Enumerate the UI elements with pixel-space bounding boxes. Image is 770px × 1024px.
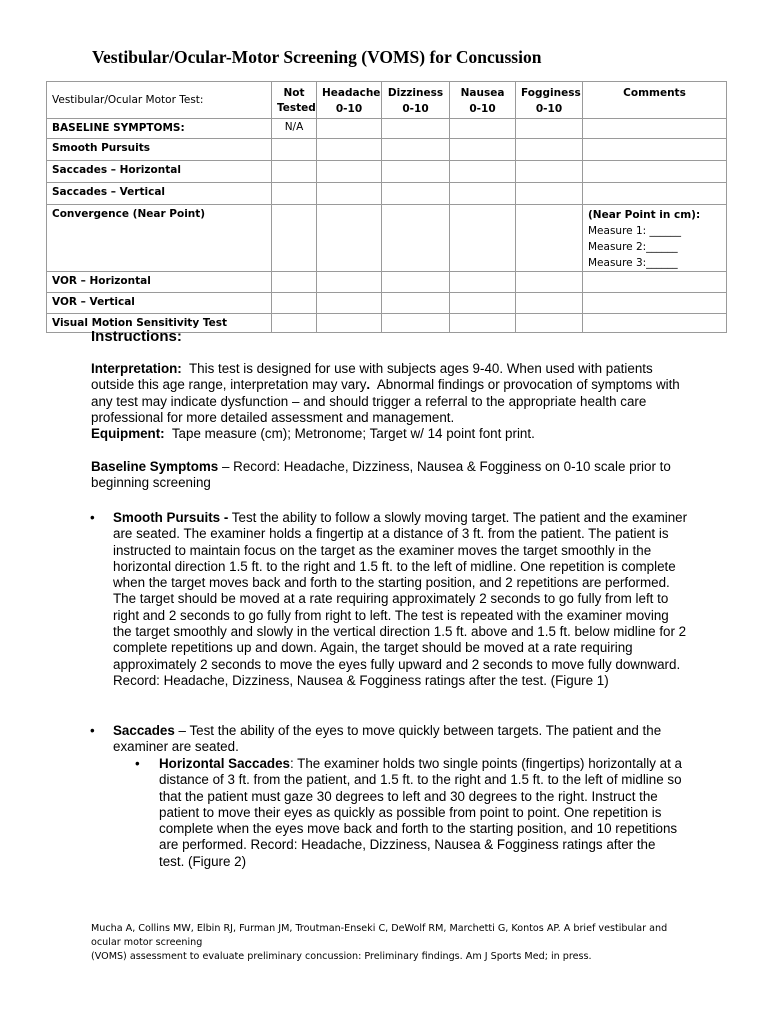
smooth-pursuits-label: Smooth Pursuits - [113,510,229,525]
cell-dizziness[interactable] [382,272,450,293]
citation-line-2: ocular motor screening [91,937,203,948]
cell-not-tested[interactable] [272,314,317,333]
page-title: Vestibular/Ocular-Motor Screening (VOMS) for Concussion [92,47,542,67]
row-label-visual-motion: Visual Motion Sensitivity Test [47,314,272,333]
header-fogginess-label: Fogginess [521,87,581,99]
interpretation-label: Interpretation: [91,361,182,376]
table-row [47,272,727,293]
near-point-cell[interactable] [583,205,727,272]
table-row [47,183,727,205]
cell-baseline-fogginess[interactable] [516,119,583,139]
cell-nausea[interactable] [450,314,516,333]
header-dizziness-label: Dizziness [387,87,444,99]
table-row [47,293,727,314]
row-label-saccades-vertical: Saccades – Vertical [47,183,272,205]
header-nausea-label: Nausea [460,87,505,99]
row-label-vor-vertical: VOR – Vertical [47,293,272,314]
row-label-smooth-pursuits: Smooth Pursuits [47,139,272,161]
cell-headache[interactable] [317,314,382,333]
header-dizziness [382,82,450,119]
cell-baseline-not-tested: N/A [272,119,317,139]
near-point-measure-3: Measure 3:______ [588,257,678,269]
header-headache-label: Headache [322,87,381,99]
cell-not-tested[interactable] [272,161,317,183]
cell-nausea[interactable] [450,183,516,205]
interpretation-dot: . [366,377,371,393]
cell-nausea[interactable] [450,293,516,314]
cell-dizziness[interactable] [382,205,450,272]
header-not-tested [272,82,317,119]
cell-fogginess[interactable] [516,205,583,272]
cell-fogginess[interactable] [516,293,583,314]
cell-dizziness[interactable] [382,293,450,314]
equipment-label: Equipment: [91,426,165,442]
cell-fogginess[interactable] [516,161,583,183]
cell-not-tested[interactable] [272,139,317,161]
cell-not-tested[interactable] [272,272,317,293]
header-fogginess [516,82,583,119]
near-point-heading: (Near Point in cm): [588,209,701,221]
saccades-text: – Test the ability of the eyes to move quickly between targets. The patient and the examiner are seated. [113,723,662,755]
smooth-pursuits-paragraph [113,510,688,689]
baseline-label: Baseline Symptoms [91,459,219,474]
header-not-tested-line1: Not [283,87,305,99]
interpretation-text-a: This test is designed for use with subjects ages 9-40. When used with patients outside this age range, interpretation may vary [91,361,653,393]
row-label-convergence: Convergence (Near Point) [47,205,272,272]
header-not-tested-line2: Tested [277,102,316,114]
horizontal-saccades-label: Horizontal Saccades [159,756,290,771]
citation-footer [91,922,691,964]
cell-dizziness[interactable] [382,183,450,205]
header-headache-scale: 0-10 [335,103,363,115]
equipment-text: Tape measure (cm); Metronome; Target w/ 14 point font print. [171,426,535,442]
cell-comments[interactable] [583,183,727,205]
table-row [47,139,727,161]
header-fogginess-scale: 0-10 [535,103,563,115]
cell-headache[interactable] [317,139,382,161]
citation-line-1: Mucha A, Collins MW, Elbin RJ, Furman JM, Troutman-Enseki C, DeWolf RM, Marchetti G, Kontos AP. A brief vestibular and [91,923,668,934]
cell-baseline-comments[interactable] [583,119,727,139]
horizontal-saccades-paragraph [159,756,684,870]
near-point-measure-2: Measure 2:______ [588,241,678,253]
cell-headache[interactable] [317,183,382,205]
table-row [47,205,727,272]
bullet-icon: • [90,723,95,738]
header-dizziness-scale: 0-10 [402,103,429,115]
citation-line-3: (VOMS) assessment to evaluate preliminary concussion: Preliminary findings. Am J Sports Med; in press. [91,951,592,962]
cell-comments[interactable] [583,139,727,161]
header-test: Vestibular/Ocular Motor Test: [47,82,272,119]
cell-fogginess[interactable] [516,183,583,205]
cell-baseline-headache[interactable] [317,119,382,139]
bullet-icon: • [90,510,95,525]
cell-dizziness[interactable] [382,139,450,161]
interpretation-text-b: Abnormal findings or provocation of symptoms with any test may indicate dysfunction – and should trigger a referral to the appropriate health care professional for more detailed assessment and management. [91,377,680,425]
baseline-text: – Record: Headache, Dizziness, Nausea & Fogginess on 0-10 scale prior to beginning screening [91,459,671,491]
cell-comments[interactable] [583,161,727,183]
row-label-saccades-horizontal: Saccades – Horizontal [47,161,272,183]
cell-fogginess[interactable] [516,139,583,161]
cell-not-tested[interactable] [272,205,317,272]
header-nausea [450,82,516,119]
cell-not-tested[interactable] [272,293,317,314]
cell-headache[interactable] [317,161,382,183]
interpretation-paragraph [91,361,691,442]
cell-nausea[interactable] [450,161,516,183]
saccades-paragraph [113,723,688,756]
row-label-vor-horizontal: VOR – Horizontal [47,272,272,293]
cell-dizziness[interactable] [382,161,450,183]
table-header-row [47,82,727,119]
cell-dizziness[interactable] [382,314,450,333]
cell-headache[interactable] [317,272,382,293]
baseline-paragraph [91,459,691,492]
horizontal-saccades-text: : The examiner holds two single points (fingertips) horizontally at a distance of 3 ft. from the patient, and 1.5 ft. to the right and 1.5 ft. to the left of midline so that the patient must gaze 30 degrees to left and 30 degrees to the right. Instruct the patient to move their eyes as quickly as possible from point to point. One repetition is complete when the eyes move back and forth to the starting position, and 10 repetitions are performed. Record: Headache, Dizziness, Nausea & Fogginess ratings after the test. (Figure 2) [159,756,682,869]
saccades-label: Saccades [113,723,175,738]
bullet-icon: • [135,756,140,771]
cell-baseline-nausea[interactable] [450,119,516,139]
cell-fogginess[interactable] [516,272,583,293]
cell-baseline-dizziness[interactable] [382,119,450,139]
cell-comments[interactable] [583,293,727,314]
table-row [47,161,727,183]
cell-comments[interactable] [583,314,727,333]
cell-nausea[interactable] [450,272,516,293]
instructions-heading: Instructions: [91,328,182,345]
header-comments: Comments [583,82,727,119]
voms-table [46,81,727,333]
smooth-pursuits-text: Test the ability to follow a slowly moving target. The patient and the examiner are seated. The examiner holds a fingertip at a distance of 3 ft. from the patient. The patient is instructed to maintain focus on the target as the examiner moves the target smoothly in the horizontal direction 1.5 ft. to the right and 1.5 ft. to the left of midline. One repetition is complete when the target moves back and forth to the starting position, and 2 repetitions are performed. The target should be moved at a rate requiring approximately 2 seconds to go fully from left to right and 2 seconds to go fully from right to left. The test is repeated with the examiner moving the target smoothly and slowly in the vertical direction 1.5 ft. above and 1.5 ft. below midline for 2 complete repetitions up and down. Again, the target should be moved at a rate requiring approximately 2 seconds to move the eyes fully upward and 2 seconds to move fully downward. Record: Headache, Dizziness, Nausea & Fogginess ratings after the test. (Figure 1) [113,510,688,688]
header-headache [317,82,382,119]
near-point-measure-1: Measure 1: ______ [588,225,682,237]
cell-comments[interactable] [583,272,727,293]
cell-nausea[interactable] [450,205,516,272]
cell-not-tested[interactable] [272,183,317,205]
cell-headache[interactable] [317,205,382,272]
table-row [47,119,727,139]
header-nausea-scale: 0-10 [469,103,496,115]
row-label-baseline: BASELINE SYMPTOMS: [47,119,272,139]
cell-nausea[interactable] [450,139,516,161]
cell-headache[interactable] [317,293,382,314]
cell-fogginess[interactable] [516,314,583,333]
